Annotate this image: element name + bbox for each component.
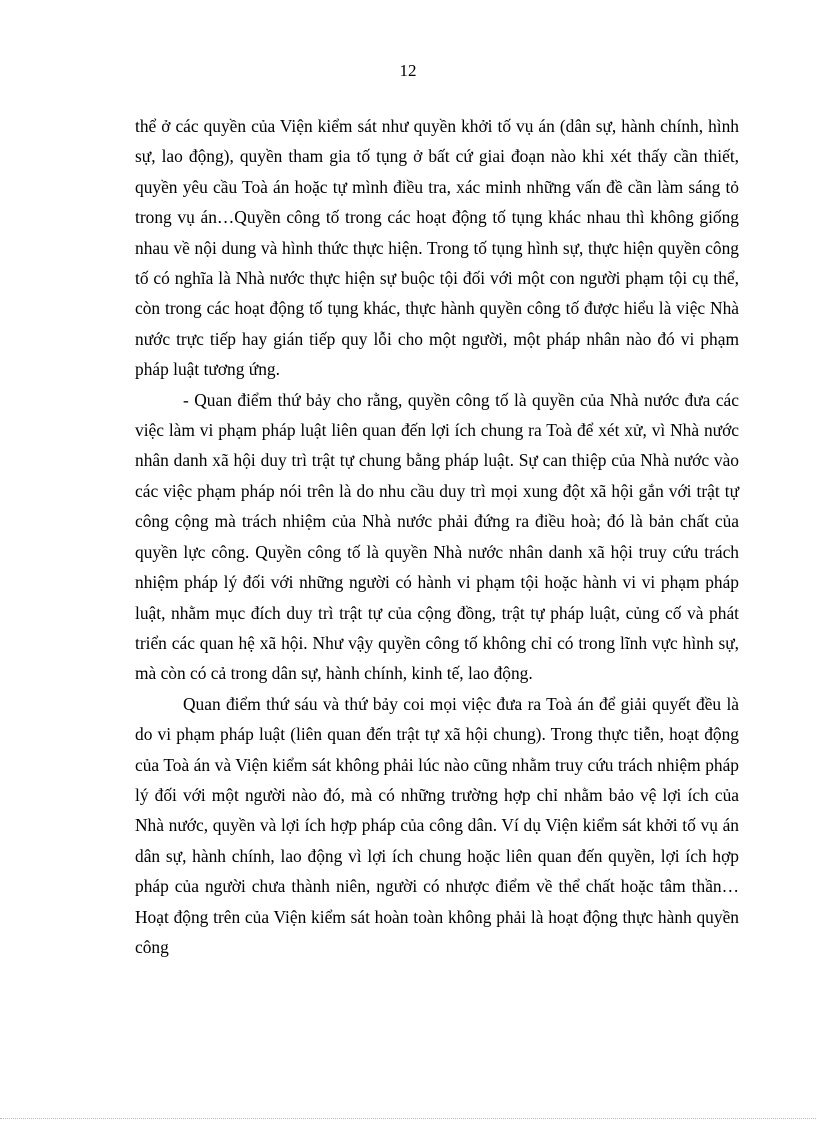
paragraph-continuation: thể ở các quyền của Viện kiểm sát như quyền khởi tố vụ án (dân sự, hành chính, hình sự, lao động), quyền tham gia tố tụng ở bất cứ giai đoạn nào khi xét thấy cần thiết, quyền yêu cầu Toà án hoặc tự mình điều tra, xác minh những vấn đề cần làm sáng tỏ trong vụ án…Quyền công tố trong các hoạt động tố tụng khác nhau thì không giống nhau về nội dung và hình thức thực hiện. Trong tố tụng hình sự, thực hiện quyền công tố có nghĩa là Nhà nước thực hiện sự buộc tội đối với một con người phạm tội cụ thể, còn trong các hoạt động tố tụng khác, thực hành quyền công tố được hiểu là việc Nhà nước trực tiếp hay gián tiếp quy lỗi cho một người, một pháp nhân nào đó vi phạm pháp luật tương ứng.: [135, 116, 739, 380]
page-number: 12: [399, 61, 417, 80]
page-bottom-border: [0, 1118, 816, 1119]
document-body: [135, 111, 739, 962]
paragraph-commentary: Quan điểm thứ sáu và thứ bảy coi mọi việc đưa ra Toà án để giải quyết đều là do vi phạm pháp luật (liên quan đến trật tự xã hội chung). Trong thực tiễn, hoạt động của Toà án và Viện kiểm sát không phải lúc nào cũng nhằm truy cứu trách nhiệm pháp lý đối với một người nào đó, mà có những trường hợp chỉ nhằm bảo vệ lợi ích của Nhà nước, quyền và lợi ích hợp pháp của công dân. Ví dụ Viện kiểm sát khởi tố vụ án dân sự, hành chính, lao động vì lợi ích chung hoặc liên quan đến quyền, lợi ích hợp pháp của người chưa thành niên, người có nhược điểm về thể chất hoặc tâm thần…Hoạt động trên của Viện kiểm sát hoàn toàn không phải là hoạt động thực hành quyền công: [135, 693, 739, 957]
paragraph-seventh-view: - Quan điểm thứ bảy cho rằng, quyền công tố là quyền của Nhà nước đưa các việc làm vi phạm pháp luật liên quan đến lợi ích chung ra Toà để xét xử, vì Nhà nước nhân danh xã hội duy trì trật tự chung bằng pháp luật. Sự can thiệp của Nhà nước vào các việc phạm pháp nói trên là do nhu cầu duy trì mọi xung đột xã hội gắn với trật tự công cộng mà trách nhiệm của Nhà nước phải đứng ra điều hoà; đó là bản chất của quyền lực công. Quyền công tố là quyền Nhà nước nhân danh xã hội truy cứu trách nhiệm pháp lý đối với những người có hành vi phạm tội hoặc hành vi vi phạm pháp luật, nhằm mục đích duy trì trật tự của cộng đồng, trật tự pháp luật, củng cố và phát triển các quan hệ xã hội. Như vậy quyền công tố không chỉ có trong lĩnh vực hình sự, mà còn có cả trong dân sự, hành chính, kinh tế, lao động.: [135, 389, 739, 684]
